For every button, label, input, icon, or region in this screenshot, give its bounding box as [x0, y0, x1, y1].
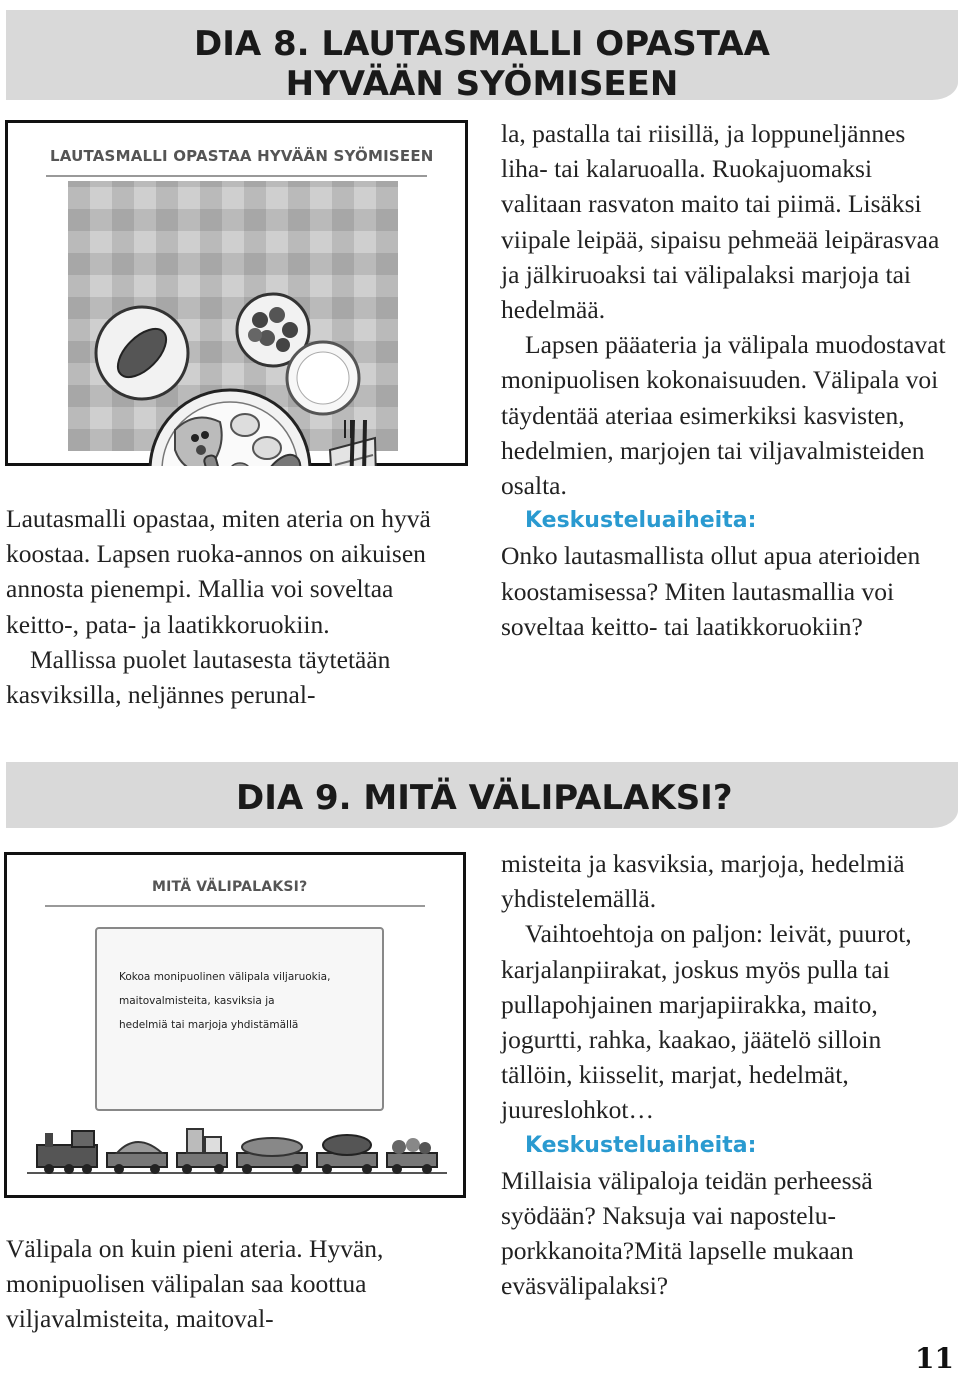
dia8-banner — [6, 10, 958, 104]
dia8-title-line1: DIA 8. LAUTASMALLI OPASTAA — [194, 24, 770, 64]
dia8-right-paragraph-1: la, pastalla tai riisillä, ja loppuneljännes liha- tai kalaruoalla. Ruokajuomaksi valitaan rasvaton maito tai piimä. Lisäksi viipale leipää, sipaisu pehmeää leipärasvaa ja jälkiruoaksi tai välipalaksi marjoja tai hedelmää. — [501, 119, 940, 325]
dia9-slide-line-1: Kokoa monipuolinen välipala viljaruokia, — [119, 971, 331, 983]
page-number: 11 — [915, 1342, 954, 1375]
dia9-slide-line-3: hedelmiä tai marjoja yhdistämällä — [119, 1019, 299, 1031]
dia9-left-text — [6, 1231, 456, 1337]
dia8-left-text — [6, 501, 456, 712]
dia9-slide-image — [4, 852, 466, 1198]
dia9-banner — [6, 762, 958, 828]
dia8-discussion-label: Keskusteluaiheita: — [525, 508, 757, 534]
dia8-slide-image — [5, 120, 468, 466]
plate-model-illustration — [5, 120, 468, 466]
dia9-slide-body — [119, 965, 399, 1037]
dia8-title-line2: HYVÄÄN SYÖMISEEN — [285, 64, 679, 104]
dia9-slide-title: MITÄ VÄLIPALAKSI? — [152, 879, 308, 895]
dia9-right-text — [501, 846, 953, 1304]
dia9-right-paragraph-2: Vaihtoehtoja on paljon: leivät, puurot, karjalanpiirakat, joskus myös pulla tai pullapohjainen marjapiirakka, maito, jogurtti, rahka, kaakao, jäätelö silloin tällöin, kiisselit, marjat, hedelmät, juureslohkot… — [501, 919, 912, 1125]
dia9-discussion-text: Millaisia välipaloja teidän perheessä syödään? Naksuja vai naposteluporkkanoita?Mitä lapselle mukaan eväsvälipalaksi? — [501, 1165, 873, 1301]
dia9-discussion-label: Keskusteluaiheita: — [525, 1132, 757, 1158]
dia9-slide-line-2: maitovalmisteita, kasviksia ja — [119, 995, 275, 1007]
dia8-slide-title: LAUTASMALLI OPASTAA HYVÄÄN SYÖMISEEN — [50, 147, 434, 165]
food-train-illustration — [27, 1123, 447, 1179]
dia9-right-paragraph-1: misteita ja kasviksia, marjoja, hedelmiä yhdistelemällä. — [501, 849, 905, 914]
dia8-left-paragraph-2: Mallissa puolet lautasesta täytetään kasviksilla, neljännes perunal- — [6, 644, 391, 710]
dia9-left-paragraph-1: Välipala on kuin pieni ateria. Hyvän, monipuolisen välipalan saa koottua viljavalmisteita, maitoval- — [6, 1234, 384, 1334]
dia8-right-paragraph-2: Lapsen pääateria ja välipala muodostavat monipuolisen kokonaisuuden. Välipala voi täydentää ateriaa esimerkiksi kasvisten, hedelmien, marjojen tai viljavalmisteiden osalta. — [501, 330, 946, 501]
dia8-right-text — [501, 116, 953, 644]
dia8-discussion-text: Onko lautasmallista ollut apua aterioiden koostamisessa? Miten lautasmallia voi soveltaa keitto- tai laatikkoruokiin? — [501, 541, 921, 641]
dia8-left-paragraph-1: Lautasmalli opastaa, miten ateria on hyvä koostaa. Lapsen ruoka-annos on aikuisen annosta pienempi. Mallia voi soveltaa keitto-, pata- ja laatikkoruokiin. — [6, 504, 431, 639]
dia9-title: DIA 9. MITÄ VÄLIPALAKSI? — [236, 778, 733, 818]
slide-divider — [45, 905, 425, 907]
